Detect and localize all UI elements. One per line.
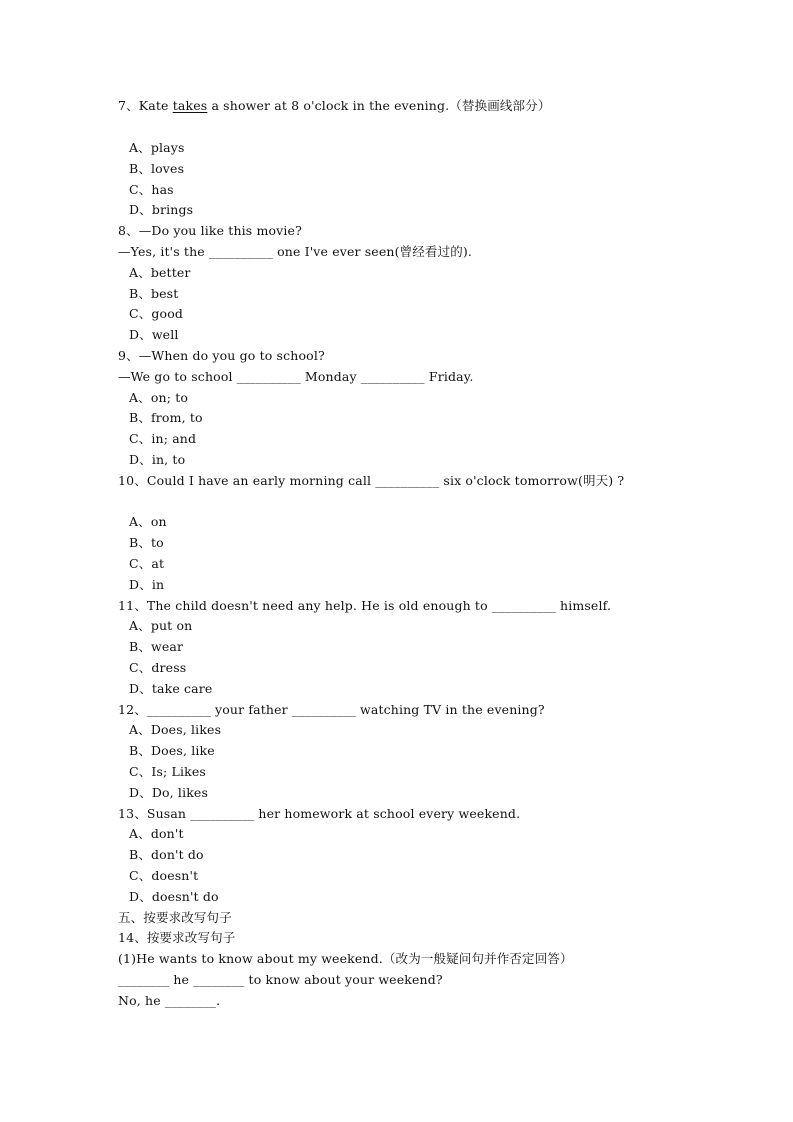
underlined-word: takes (172, 98, 208, 113)
q9-option-c: C、in; and (129, 431, 197, 446)
question-9-stem-line2: —We go to school __________ Monday __________ Friday. (118, 369, 474, 384)
question-12-stem: 12、__________ your father __________ watching TV in the evening? (118, 702, 545, 717)
q12-option-c: C、Is; Likes (129, 764, 206, 779)
q7-option-d: D、brings (129, 202, 194, 217)
question-14-blank-line: ________ he ________ to know about your weekend? (118, 972, 443, 987)
question-14-title: 14、按要求改写句子 (118, 930, 236, 945)
question-8-stem-line1: 8、—Do you like this movie? (118, 223, 302, 238)
question-14-answer-line: No, he ________. (118, 993, 221, 1008)
q13-option-a: A、don't (129, 826, 184, 841)
q9-option-b: B、from, to (129, 410, 203, 425)
question-9-stem-line1: 9、—When do you go to school? (118, 348, 325, 363)
q12-option-b: B、Does, like (129, 743, 215, 758)
q7-option-b: B、loves (129, 161, 185, 176)
q8-option-d: D、well (129, 327, 179, 342)
q9-option-d: D、in, to (129, 452, 186, 467)
q10-option-a: A、on (129, 514, 167, 529)
q12-option-d: D、Do, likes (129, 785, 209, 800)
q11-option-b: B、wear (129, 639, 184, 654)
q8-option-a: A、better (129, 265, 191, 280)
q10-option-d: D、in (129, 577, 165, 592)
section-heading: 五、按要求改写句子 (118, 910, 232, 925)
q7-option-c: C、has (129, 182, 174, 197)
question-10-stem: 10、Could I have an early morning call __________ six o'clock tomorrow(明天) ? (118, 473, 625, 488)
q11-option-c: C、dress (129, 660, 187, 675)
q10-option-c: C、at (129, 556, 165, 571)
question-8-stem-line2: —Yes, it's the __________ one I've ever seen(曾经看过的). (118, 244, 473, 259)
question-7-stem: 7、Kate takes a shower at 8 o'clock in the evening.（替换画线部分） (118, 98, 551, 113)
q13-option-b: B、don't do (129, 847, 204, 862)
question-11-stem: 11、The child doesn't need any help. He is old enough to __________ himself. (118, 598, 612, 613)
q8-option-c: C、good (129, 306, 184, 321)
q12-option-a: A、Does, likes (129, 722, 222, 737)
question-14-instruction: (1)He wants to know about my weekend.（改为一般疑问句并作否定回答） (118, 951, 573, 966)
q11-option-d: D、take care (129, 681, 213, 696)
q13-option-c: C、doesn't (129, 868, 199, 883)
q10-option-b: B、to (129, 535, 164, 550)
q13-option-d: D、doesn't do (129, 889, 219, 904)
question-13-stem: 13、Susan __________ her homework at school every weekend. (118, 806, 521, 821)
q9-option-a: A、on; to (129, 390, 189, 405)
q8-option-b: B、best (129, 286, 179, 301)
q7-option-a: A、plays (129, 140, 185, 155)
q11-option-a: A、put on (129, 618, 193, 633)
